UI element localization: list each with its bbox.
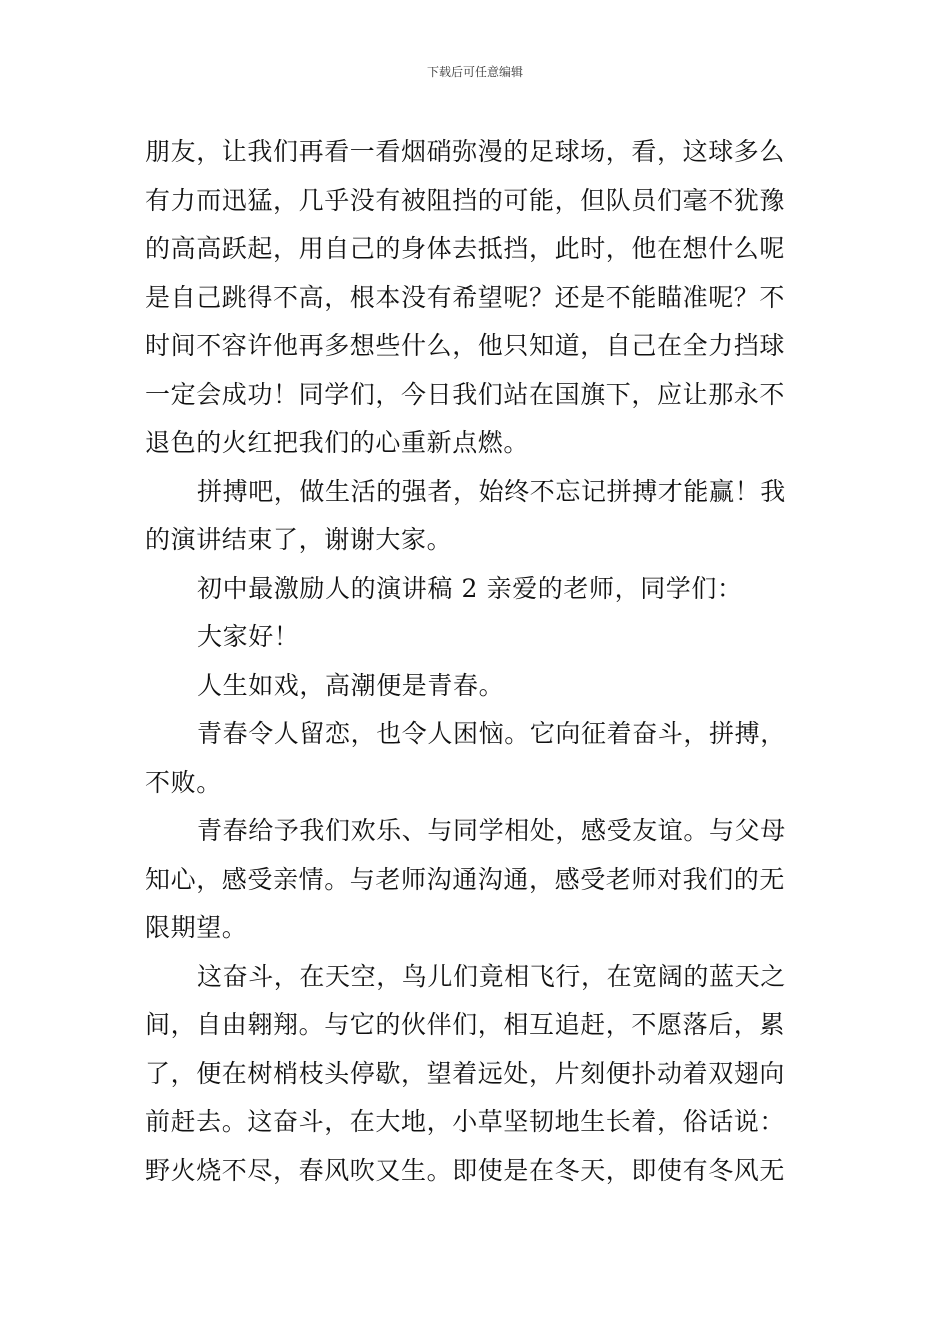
text-line: 有力而迅猛，几乎没有被阻挡的可能，但队员们毫不犹豫	[145, 185, 786, 215]
text-line: 间，自由翱翔。与它的伙伴们，相互追赶，不愿落后，累	[145, 1010, 786, 1039]
text-line: 青春令人留恋，也令人困恼。它向征着奋斗，拼搏，	[197, 719, 786, 748]
text-line: 青春给予我们欢乐、与同学相处，感受友谊。与父母	[197, 816, 786, 845]
body-text	[145, 128, 810, 1195]
text-line: 野火烧不尽，春风吹又生。即使是在冬天，即使有冬风无	[145, 1155, 786, 1185]
text-line: 前赶去。这奋斗，在大地，小草坚韧地生长着，俗话说：	[145, 1107, 786, 1136]
text-line: 这奋斗，在天空，鸟儿们竟相飞行，在宽阔的蓝天之	[197, 961, 786, 991]
text-line: 的演讲结束了，谢谢大家。	[145, 525, 453, 554]
text-line: 限期望。	[145, 913, 248, 942]
text-line: 一定会成功！同学们，今日我们站在国旗下，应让那永不	[145, 379, 786, 409]
text-line: 的高高跃起，用自己的身体去抵挡，此时，他在想什么呢	[145, 234, 786, 263]
text-line: 拼搏吧，做生活的强者，始终不忘记拼搏才能赢！我	[197, 476, 786, 506]
text-line: 是自己跳得不高，根本没有希望呢？还是不能瞄准呢？不	[145, 282, 786, 312]
text-line: 时间不容许他再多想些什么，他只知道，自己在全力挡球	[145, 331, 786, 360]
text-line: 初中最激励人的演讲稿 2 亲爱的老师，同学们：	[197, 573, 743, 603]
text-line: 朋友，让我们再看一看烟硝弥漫的足球场，看，这球多么	[145, 137, 786, 166]
text-line: 大家好！	[197, 622, 300, 651]
page-header: 下载后可任意编辑	[426, 65, 523, 79]
text-line: 退色的火红把我们的心重新点燃。	[145, 428, 530, 457]
text-line: 人生如戏，高潮便是青春。	[197, 670, 505, 700]
text-line: 不败。	[145, 767, 222, 797]
text-line: 了，便在树梢枝头停歇，望着远处，片刻便扑动着双翅向	[145, 1058, 786, 1088]
text-line: 知心，感受亲情。与老师沟通沟通，感受老师对我们的无	[145, 864, 786, 894]
